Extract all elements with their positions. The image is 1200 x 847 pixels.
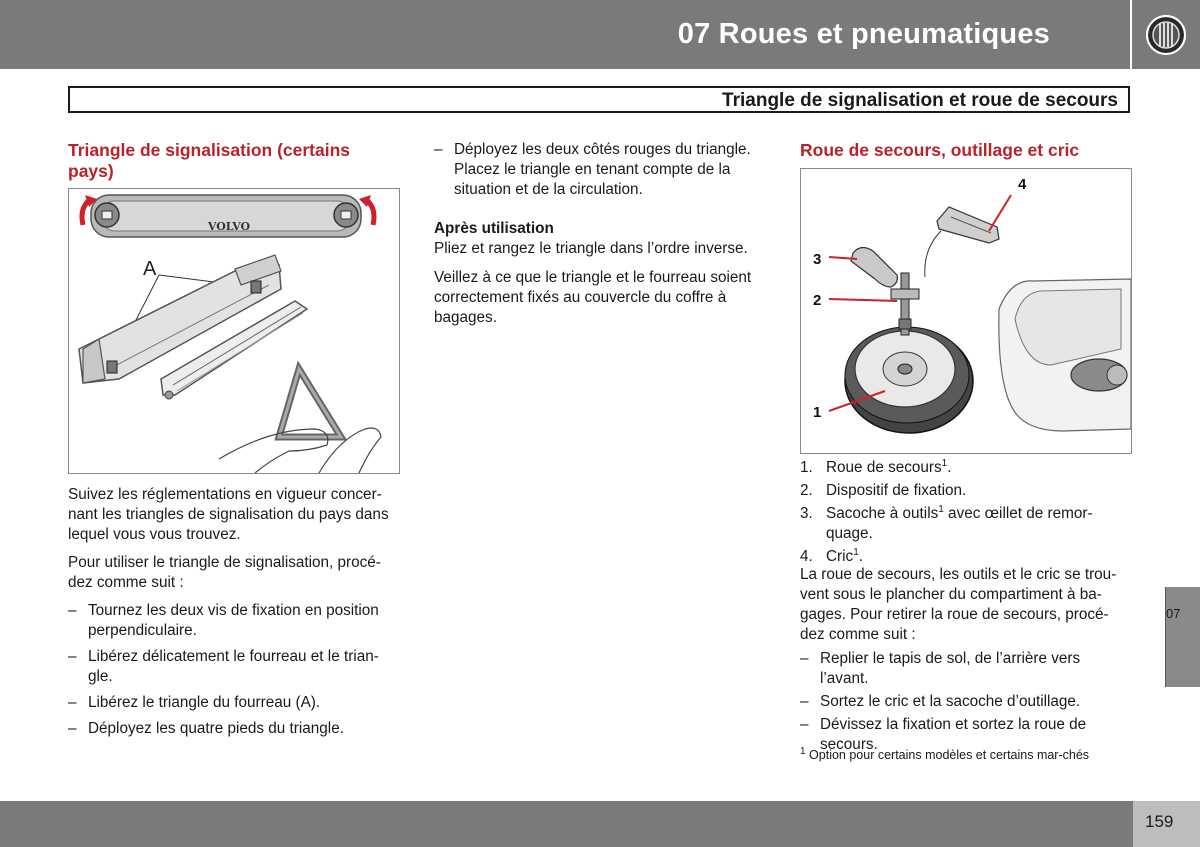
- warning-triangle-figure: [68, 188, 400, 474]
- secure-paragraph: Veillez à ce que le triangle et le fourreau soient correctement fixés au couvercle du coffre à bagages.: [434, 269, 752, 326]
- triangle-procedure-paragraph: Pour utiliser le triangle de signalisation, procé-dez comme suit :: [68, 554, 381, 591]
- triangle-intro-paragraph: Suivez les réglementations en vigueur concer-nant les triangles de signalisation du pays dans lequel vous vous trouvez.: [68, 486, 389, 543]
- list-item: 4. Cric$^1$.: [800, 546, 864, 565]
- triangle-steps-continued: [434, 140, 769, 206]
- section-title-box: [68, 86, 1130, 113]
- triangle-steps-list: [68, 601, 403, 745]
- footnote: [800, 745, 1125, 763]
- list-item: – Déployez les quatre pieds du triangle.: [68, 720, 344, 737]
- list-item: – Déployez les deux côtés rouges du triangle. Placez le triangle en tenant compte de la situation et de la circulation.: [434, 141, 751, 198]
- list-item: – Dévissez la fixation et sortez la roue de secours.: [800, 716, 1087, 753]
- footer-band: [0, 801, 1133, 847]
- figure-label-a: A: [143, 258, 157, 280]
- spare-wheel-figure: [800, 168, 1132, 454]
- list-item: – Libérez délicatement le fourreau et le trian-gle.: [68, 648, 379, 685]
- list-item: 3. Sacoche à outils$^1$ avec œillet de remor-quage.: [800, 503, 1093, 542]
- list-item: – Sortez le cric et la sacoche d’outillage.: [800, 693, 1081, 710]
- volvo-brand-text: VOLVO: [207, 220, 251, 233]
- chapter-title: 07 Roues et pneumatiques: [677, 18, 1050, 50]
- header-band: [0, 0, 1130, 69]
- chapter-side-tab: [1165, 587, 1200, 687]
- warning-triangle-illustration: [69, 189, 399, 473]
- spare-wheel-paragraph: La roue de secours, les outils et le cric se trou-vent sous le plancher du compartiment à ba-gages. Pour retirer la roue de secours, procé-dez comme suit :: [800, 566, 1117, 643]
- list-item: – Libérez le triangle du fourreau (A).: [68, 694, 321, 711]
- after-use-heading: Après utilisation: [434, 220, 554, 237]
- callout-4: 4: [1018, 176, 1027, 193]
- callout-2: 2: [813, 292, 822, 309]
- spare-wheel-parts-list: [800, 458, 1130, 570]
- spare-wheel-steps-list: [800, 649, 1130, 758]
- list-item: 1. Roue de secours$^1$.: [800, 457, 952, 476]
- list-item: – Tournez les deux vis de fixation en position perpendiculaire.: [68, 602, 379, 639]
- triangle-heading: Triangle de signalisation (certains pays): [68, 140, 351, 181]
- footnote-text: Option pour certains modèles et certains mar-chés: [809, 748, 1090, 762]
- callout-3: 3: [813, 251, 822, 268]
- list-item: – Replier le tapis de sol, de l’arrière vers l’avant.: [800, 650, 1081, 687]
- page-number: 159: [1145, 812, 1174, 831]
- spare-wheel-heading: Roue de secours, outillage et cric: [800, 140, 1080, 160]
- tire-icon: [1132, 0, 1200, 69]
- chapter-side-tab-label: 07: [1166, 606, 1181, 621]
- section-title: Triangle de signalisation et roue de secours: [722, 90, 1118, 111]
- spare-wheel-illustration: [801, 169, 1131, 453]
- callout-1: 1: [813, 404, 822, 421]
- footnote-mark: 1: [800, 745, 806, 757]
- after-use-paragraph: Pliez et rangez le triangle dans l’ordre inverse.: [434, 240, 748, 257]
- list-item: 2. Dispositif de fixation.: [800, 482, 967, 499]
- chapter-icon-box: [1132, 0, 1200, 69]
